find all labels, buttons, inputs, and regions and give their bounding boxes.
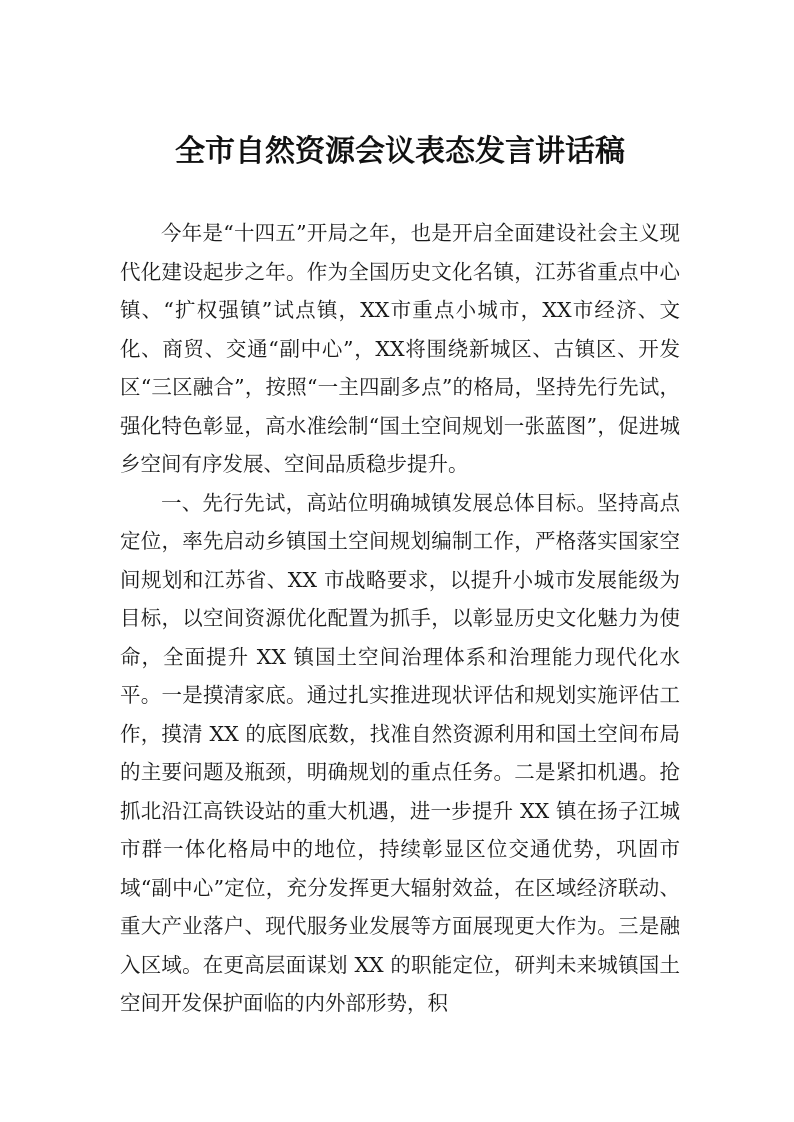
document-body [120,214,680,1023]
paragraph-section-one: 一、先行先试，高站位明确城镇发展总体目标。坚持高点定位，率先启动乡镇国土空间规划编制工作，严格落实国家空间规划和江苏省、XX 市战略要求，以提升小城市发展能级为目标，以空间资源优化配置为抓手，以彰显历史文化魅力为使命，全面提升 XX 镇国土空间治理体系和治理能力现代化水平。一是摸清家底。通过扎实推进现状评估和规划实施评估工作，摸清 XX 的底图底数，找准自然资源利用和国土空间布局的主要问题及瓶颈，明确规划的重点任务。二是紧扣机遇。抢抓北沿江高铁设站的重大机遇，进一步提升 XX 镇在扬子江城市群一体化格局中的地位，持续彰显区位交通优势，巩固市域“副中心”定位，充分发挥更大辐射效益，在区域经济联动、重大产业落户、现代服务业发展等方面展现更大作为。三是融入区域。在更高层面谋划 XX 的职能定位，研判未来城镇国土空间开发保护面临的内外部形势，积 [120,490,680,1015]
document-title: 全市自然资源会议表态发言讲话稿 [175,134,625,169]
paragraph-intro: 今年是“十四五”开局之年，也是开启全面建设社会主义现代化建设起步之年。作为全国历史文化名镇，江苏省重点中心镇、“扩权强镇”试点镇，XX市重点小城市，XX市经济、文化、商贸、交通“副中心”，XX将围绕新城区、古镇区、开发区“三区融合”，按照“一主四副多点”的格局，坚持先行先试，强化特色彰显，高水准绘制“国土空间规划一张蓝图”，促进城乡空间有序发展、空间品质稳步提升。 [120,221,680,476]
